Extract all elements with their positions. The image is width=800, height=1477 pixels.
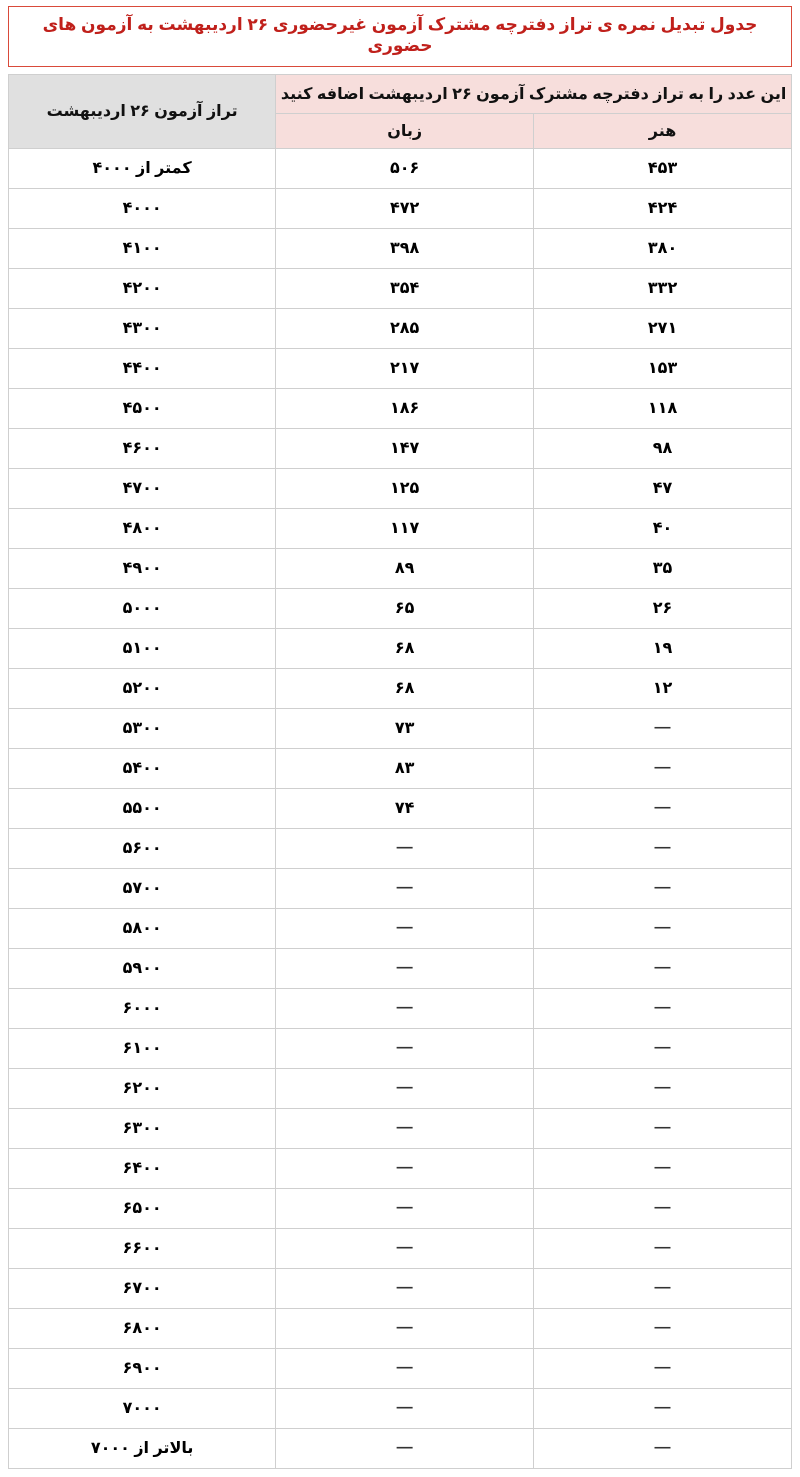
table-row [9, 348, 792, 388]
cell-taraz-level: ۶۸۰۰ [9, 1308, 276, 1348]
cell-honar: ۱۱۸ [534, 388, 792, 428]
cell-honar: — [534, 788, 792, 828]
table-row [9, 228, 792, 268]
cell-honar: — [534, 748, 792, 788]
table-row [9, 1188, 792, 1228]
cell-zaban: — [276, 1388, 534, 1428]
cell-zaban: — [276, 1308, 534, 1348]
table-row [9, 788, 792, 828]
header-column-zaban: زبان [276, 113, 534, 148]
cell-zaban: — [276, 1108, 534, 1148]
cell-honar: — [534, 1028, 792, 1068]
cell-zaban: ۱۲۵ [276, 468, 534, 508]
table-row [9, 1148, 792, 1188]
table-row [9, 628, 792, 668]
table-row [9, 188, 792, 228]
table-row [9, 988, 792, 1028]
table-row [9, 908, 792, 948]
cell-honar: — [534, 908, 792, 948]
cell-taraz-level: ۴۸۰۰ [9, 508, 276, 548]
cell-zaban: — [276, 908, 534, 948]
cell-honar: — [534, 1148, 792, 1188]
header-column-honar: هنر [534, 113, 792, 148]
cell-taraz-level: ۴۵۰۰ [9, 388, 276, 428]
cell-honar: — [534, 948, 792, 988]
cell-zaban: ۳۵۴ [276, 268, 534, 308]
cell-taraz-level: ۶۱۰۰ [9, 1028, 276, 1068]
cell-zaban: — [276, 1228, 534, 1268]
cell-taraz-level: ۵۰۰۰ [9, 588, 276, 628]
cell-honar: — [534, 1308, 792, 1348]
cell-taraz-level: ۶۴۰۰ [9, 1148, 276, 1188]
title-box [8, 6, 792, 67]
cell-honar: ۴۷ [534, 468, 792, 508]
cell-taraz-level: ۵۲۰۰ [9, 668, 276, 708]
cell-zaban: ۶۵ [276, 588, 534, 628]
table-row [9, 1388, 792, 1428]
cell-zaban: — [276, 1428, 534, 1468]
table-row [9, 1108, 792, 1148]
table-header-row-1 [9, 74, 792, 113]
table-row [9, 1028, 792, 1068]
cell-honar: — [534, 868, 792, 908]
table-row [9, 868, 792, 908]
cell-honar: ۹۸ [534, 428, 792, 468]
table-row [9, 308, 792, 348]
cell-zaban: — [276, 988, 534, 1028]
cell-zaban: ۶۸ [276, 668, 534, 708]
table-header [9, 74, 792, 148]
cell-taraz-level: ۶۳۰۰ [9, 1108, 276, 1148]
cell-zaban: ۲۸۵ [276, 308, 534, 348]
cell-taraz-level: ۴۶۰۰ [9, 428, 276, 468]
cell-zaban: ۳۹۸ [276, 228, 534, 268]
cell-zaban: — [276, 1268, 534, 1308]
cell-zaban: — [276, 1188, 534, 1228]
cell-taraz-level: ۴۳۰۰ [9, 308, 276, 348]
table-row [9, 668, 792, 708]
cell-zaban: ۱۸۶ [276, 388, 534, 428]
cell-honar: — [534, 1188, 792, 1228]
table-row [9, 428, 792, 468]
cell-zaban: ۵۰۶ [276, 148, 534, 188]
table-row [9, 828, 792, 868]
cell-taraz-level: ۶۷۰۰ [9, 1268, 276, 1308]
cell-zaban: — [276, 1028, 534, 1068]
table-row [9, 748, 792, 788]
table-row [9, 1428, 792, 1468]
cell-taraz-level: ۵۶۰۰ [9, 828, 276, 868]
cell-taraz-level: ۴۴۰۰ [9, 348, 276, 388]
cell-zaban: — [276, 868, 534, 908]
table-row [9, 148, 792, 188]
cell-taraz-level: ۶۲۰۰ [9, 1068, 276, 1108]
cell-honar: — [534, 1068, 792, 1108]
cell-zaban: ۱۴۷ [276, 428, 534, 468]
cell-honar: ۱۵۳ [534, 348, 792, 388]
cell-honar: — [534, 1388, 792, 1428]
cell-honar: — [534, 1228, 792, 1268]
cell-taraz-level: ۶۹۰۰ [9, 1348, 276, 1388]
table-row [9, 1348, 792, 1388]
table-row [9, 388, 792, 428]
header-add-instruction: این عدد را به تراز دفترچه مشترک آزمون ۲۶ اردیبهشت اضافه کنید [276, 74, 792, 113]
cell-taraz-level: ۴۰۰۰ [9, 188, 276, 228]
cell-zaban: ۷۳ [276, 708, 534, 748]
table-row [9, 1268, 792, 1308]
cell-honar: ۱۹ [534, 628, 792, 668]
cell-taraz-level: ۵۷۰۰ [9, 868, 276, 908]
cell-honar: — [534, 1268, 792, 1308]
cell-honar: ۴۵۳ [534, 148, 792, 188]
cell-zaban: — [276, 1068, 534, 1108]
cell-zaban: ۶۸ [276, 628, 534, 668]
table-row [9, 588, 792, 628]
cell-zaban: ۷۴ [276, 788, 534, 828]
cell-honar: — [534, 1428, 792, 1468]
cell-honar: ۴۲۴ [534, 188, 792, 228]
cell-taraz-level: ۴۷۰۰ [9, 468, 276, 508]
cell-zaban: ۸۹ [276, 548, 534, 588]
conversion-table [8, 74, 792, 1469]
cell-taraz-level: ۴۹۰۰ [9, 548, 276, 588]
cell-honar: — [534, 828, 792, 868]
table-row [9, 508, 792, 548]
cell-honar: ۲۷۱ [534, 308, 792, 348]
table-row [9, 1068, 792, 1108]
cell-zaban: ۱۱۷ [276, 508, 534, 548]
cell-taraz-level: ۵۵۰۰ [9, 788, 276, 828]
cell-taraz-level: ۴۲۰۰ [9, 268, 276, 308]
cell-honar: ۳۳۲ [534, 268, 792, 308]
cell-honar: ۳۵ [534, 548, 792, 588]
cell-honar: — [534, 1108, 792, 1148]
cell-taraz-level: کمتر از ۴۰۰۰ [9, 148, 276, 188]
table-row [9, 948, 792, 988]
cell-taraz-level: ۵۱۰۰ [9, 628, 276, 668]
table-row [9, 468, 792, 508]
cell-honar: ۲۶ [534, 588, 792, 628]
cell-honar: ۱۲ [534, 668, 792, 708]
page-title: جدول تبدیل نمره ی تراز دفترچه مشترک آزمون غیرحضوری ۲۶ اردیبهشت به آزمون های حضوری [42, 15, 758, 56]
table-row [9, 1308, 792, 1348]
cell-taraz-level: بالاتر از ۷۰۰۰ [9, 1428, 276, 1468]
table-body [9, 148, 792, 1468]
cell-honar: — [534, 988, 792, 1028]
cell-zaban: — [276, 948, 534, 988]
cell-honar: — [534, 1348, 792, 1388]
table-row [9, 268, 792, 308]
cell-zaban: ۸۳ [276, 748, 534, 788]
header-taraz-level: تراز آزمون ۲۶ اردیبهشت [9, 74, 276, 148]
cell-taraz-level: ۶۵۰۰ [9, 1188, 276, 1228]
table-row [9, 548, 792, 588]
table-row [9, 708, 792, 748]
cell-taraz-level: ۴۱۰۰ [9, 228, 276, 268]
cell-zaban: — [276, 1148, 534, 1188]
cell-honar: — [534, 708, 792, 748]
cell-zaban: ۴۷۲ [276, 188, 534, 228]
cell-taraz-level: ۵۴۰۰ [9, 748, 276, 788]
cell-honar: ۳۸۰ [534, 228, 792, 268]
cell-zaban: ۲۱۷ [276, 348, 534, 388]
cell-taraz-level: ۵۹۰۰ [9, 948, 276, 988]
cell-taraz-level: ۵۸۰۰ [9, 908, 276, 948]
cell-taraz-level: ۶۶۰۰ [9, 1228, 276, 1268]
cell-taraz-level: ۶۰۰۰ [9, 988, 276, 1028]
cell-honar: ۴۰ [534, 508, 792, 548]
cell-zaban: — [276, 828, 534, 868]
cell-taraz-level: ۷۰۰۰ [9, 1388, 276, 1428]
cell-taraz-level: ۵۳۰۰ [9, 708, 276, 748]
cell-zaban: — [276, 1348, 534, 1388]
table-row [9, 1228, 792, 1268]
